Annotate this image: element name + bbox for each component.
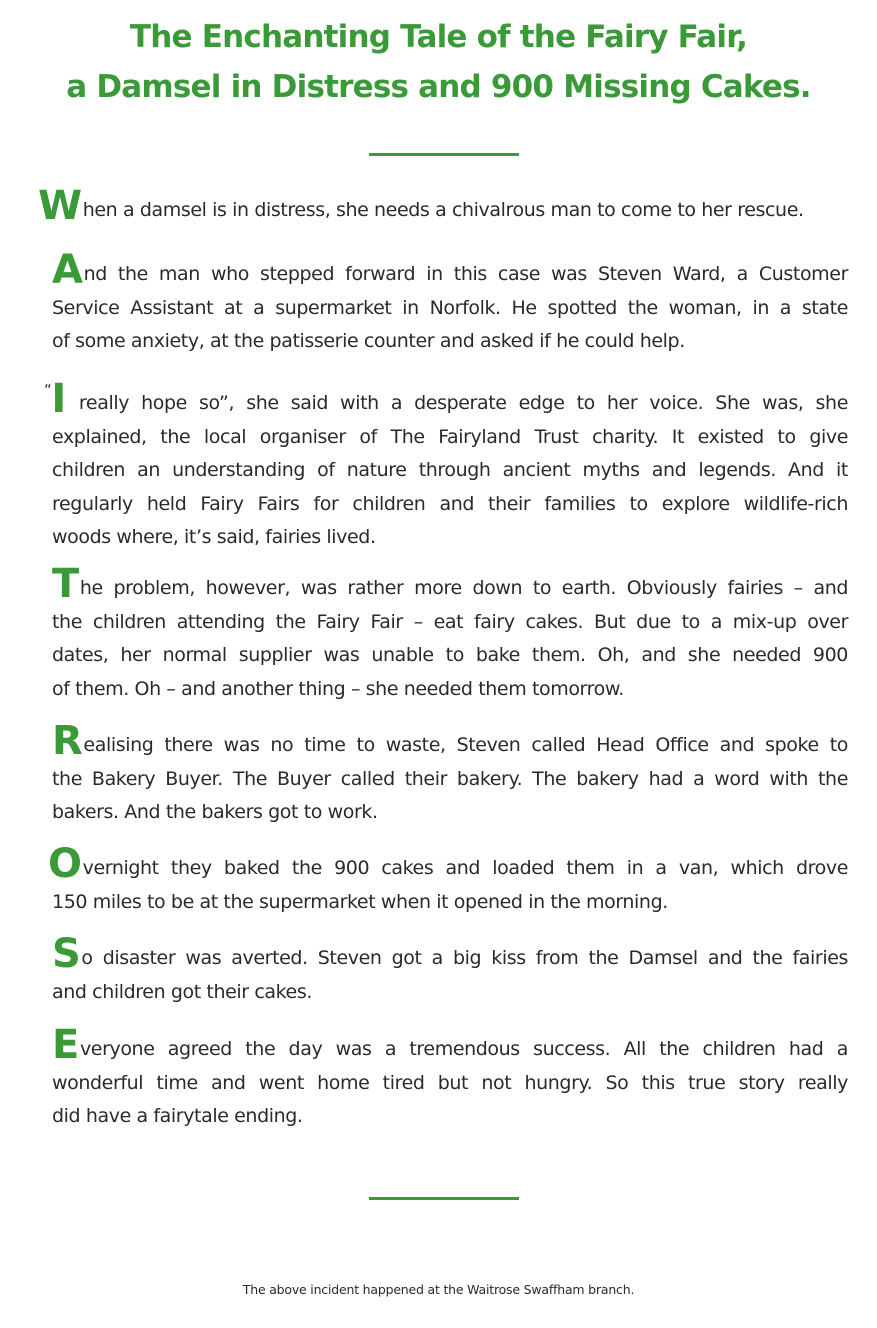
drop-cap: E (52, 1022, 79, 1068)
line-text: veryone agreed the day was a tremendous success. All the children had a (79, 1038, 848, 1060)
drop-cap: A (52, 247, 83, 293)
paragraph-2 (52, 247, 848, 359)
paragraph-line: wonderful time and went home tired but not hungry. So this true story really (52, 1071, 848, 1094)
paragraph-line: explained, the local organiser of The Fairyland Trust charity. It existed to give (52, 425, 848, 448)
paragraph-3 (44, 374, 848, 555)
paragraph-6 (48, 841, 848, 919)
line-text: really hope so”, she said with a desperate edge to her voice. She was, she (66, 392, 848, 414)
paragraph-8 (52, 1022, 848, 1134)
drop-cap: I (51, 376, 66, 422)
paragraph-line: 150 miles to be at the supermarket when it opened in the morning. (52, 890, 668, 913)
paragraph-line: the children attending the Fairy Fair – eat fairy cakes. But due to a mix-up over (52, 610, 848, 633)
paragraph-5 (52, 718, 848, 830)
top-divider (369, 153, 519, 156)
paragraph-line: did have a fairytale ending. (52, 1105, 303, 1127)
title-line-2: a Damsel in Distress and 900 Missing Cakes. (66, 69, 811, 105)
drop-cap: O (48, 841, 82, 887)
paragraph-7 (52, 931, 848, 1009)
drop-cap: S (52, 931, 81, 977)
paragraph-line: dates, her normal supplier was unable to bake them. Oh, and she needed 900 (52, 644, 848, 666)
paragraph-line: of some anxiety, at the patisserie counter and asked if he could help. (52, 330, 685, 352)
title-line-1: The Enchanting Tale of the Fairy Fair, (129, 19, 748, 55)
line-text: hen a damsel is in distress, she needs a chivalrous man to come to her rescue. (82, 199, 804, 221)
paragraph-line: of them. Oh – and another thing – she needed them tomorrow. (52, 677, 624, 700)
paragraph-line (52, 1022, 848, 1068)
paragraph-line (52, 561, 848, 607)
line-text: nd the man who stepped forward in this case was Steven Ward, a Customer (83, 263, 848, 285)
line-text: he problem, however, was rather more down to earth. Obviously fairies – and (79, 577, 848, 599)
drop-cap: R (52, 718, 83, 764)
paragraph-line: the Bakery Buyer. The Buyer called their bakery. The bakery had a word with the (52, 767, 848, 790)
line-text: o disaster was averted. Steven got a big kiss from the Damsel and the fairies (81, 947, 848, 969)
footer-note: The above incident happened at the Waitrose Swaffham branch. (242, 1282, 635, 1297)
paragraph-line (48, 841, 848, 887)
paragraph-4 (52, 561, 848, 706)
paragraph-line: woods where, it’s said, fairies lived. (52, 526, 376, 548)
paragraph-line: Service Assistant at a supermarket in Norfolk. He spotted the woman, in a state (52, 296, 848, 319)
paragraph-line (44, 374, 848, 421)
paragraph-line (52, 718, 848, 764)
bottom-divider (369, 1197, 519, 1200)
line-text: ealising there was no time to waste, Steven called Head Office and spoke to (83, 734, 848, 756)
line-text: vernight they baked the 900 cakes and loaded them in a van, which drove (82, 857, 848, 879)
paragraph-line (38, 183, 848, 229)
drop-cap: W (38, 183, 82, 229)
paragraph-1 (38, 183, 848, 229)
paragraph-line: children an understanding of nature through ancient myths and legends. And it (52, 459, 848, 481)
drop-cap: T (52, 561, 79, 607)
page-title (0, 12, 877, 112)
paragraph-line: bakers. And the bakers got to work. (52, 801, 378, 823)
paragraph-line (52, 247, 848, 293)
open-quote: “ (44, 381, 52, 399)
paragraph-line: and children got their cakes. (52, 980, 312, 1003)
paragraph-line: regularly held Fairy Fairs for children and their families to explore wildlife-rich (52, 492, 848, 515)
paragraph-line (52, 931, 848, 977)
